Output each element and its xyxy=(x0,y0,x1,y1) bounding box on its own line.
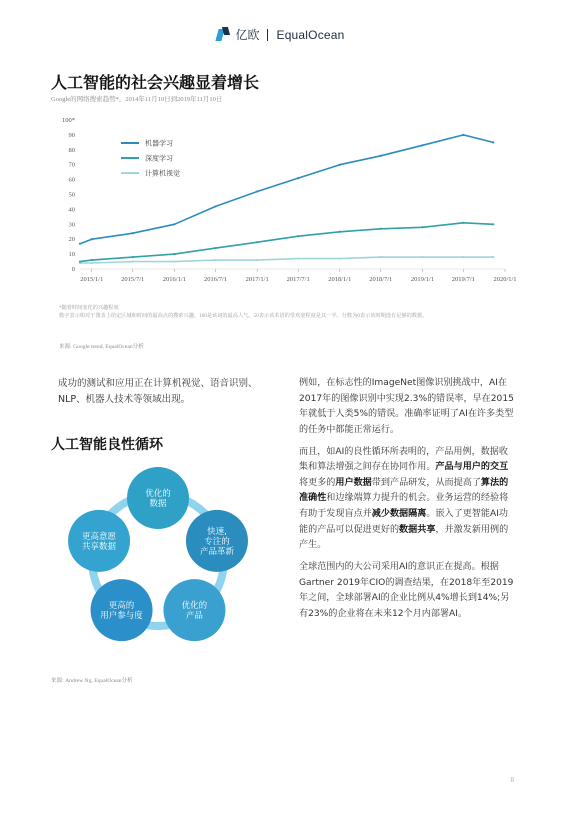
left-paragraph: 成功的测试和应用正在计算机视觉、语音识别、NLP、机器人技术等领域出现。 xyxy=(58,378,258,406)
cycle-node-label: 用户参与度 xyxy=(100,611,143,622)
cycle-diagram-svg xyxy=(40,460,275,660)
data-point xyxy=(132,260,134,262)
cycle-node-label: 专注的 xyxy=(204,536,230,547)
y-tick-label: 10 xyxy=(68,251,75,259)
logo-cn-text: 亿欧 xyxy=(235,28,260,42)
section-title-virtuous-cycle: 人工智能良性循环 xyxy=(51,437,163,453)
data-point xyxy=(297,177,299,179)
data-point xyxy=(256,259,258,261)
data-point xyxy=(462,222,464,224)
y-tick-label: 90 xyxy=(68,131,75,139)
data-point xyxy=(214,247,216,249)
data-point xyxy=(132,232,134,234)
data-point xyxy=(421,256,423,258)
data-point xyxy=(91,262,93,264)
x-tick-label: 2020/1/1 xyxy=(493,276,517,283)
data-point xyxy=(421,144,423,146)
x-tick-label: 2017/1/1 xyxy=(245,276,269,283)
data-point xyxy=(173,260,175,262)
data-point xyxy=(173,223,175,225)
section-title-ai-interest: 人工智能的社会兴趣显着增长 xyxy=(51,73,260,92)
search-trend-chart xyxy=(51,108,521,293)
data-point xyxy=(492,256,494,258)
data-point xyxy=(339,231,341,233)
x-tick-label: 2018/7/1 xyxy=(369,276,393,283)
ai-virtuous-cycle-diagram xyxy=(40,460,275,660)
chart-note-asterisk: *随着时间变化的兴趣程度 xyxy=(59,305,119,311)
data-point xyxy=(339,164,341,166)
data-point xyxy=(91,238,93,240)
chart-source: 来源: Google trend, EqualOcean分析 xyxy=(59,344,144,350)
y-tick-label: 20 xyxy=(68,236,75,244)
data-point xyxy=(297,235,299,237)
page-number: 8 xyxy=(510,776,514,784)
logo-en-text: EqualOcean xyxy=(276,27,345,42)
legend-label: 机器学习 xyxy=(145,139,173,148)
data-point xyxy=(297,257,299,259)
legend-label: 计算机视觉 xyxy=(145,169,180,178)
data-point xyxy=(380,256,382,258)
chart-note-explanation: 数字表示相对于图表上给定区域和时间的最高点的搜索兴趣。100是该词的最高人气。50表示该术语的受欢迎程度是其一半。分数为0表示该时期没有足够的数据。 xyxy=(59,313,428,320)
cycle-node-label: 更高的 xyxy=(108,601,135,612)
legend-label: 深度学习 xyxy=(145,154,173,163)
data-point xyxy=(79,260,81,262)
data-point xyxy=(214,259,216,261)
data-point xyxy=(462,256,464,258)
y-tick-label: 50 xyxy=(68,191,75,199)
y-tick-label: 80 xyxy=(68,146,75,154)
right-paragraph-2: 而且，如AI的良性循环所表明的，产品用例，数据收集和算法增强之间存在协同作用。产品与用户的交互将更多的用户数据带到产品研发，从而提高了算法的准确性和边缘端算力提升的机会。业务运营的经验将有助于发现盲点并减少数据隔离。嵌入了更智能AI功能的产品可以促进更好的数据共享，并激发新用例的产生。 xyxy=(299,446,509,551)
data-point xyxy=(339,257,341,259)
series-line xyxy=(80,257,493,263)
x-tick-label: 2016/7/1 xyxy=(203,276,228,283)
series-line xyxy=(80,135,493,244)
y-tick-label: 0 xyxy=(71,266,75,273)
cycle-node-label: 产品 xyxy=(185,611,203,622)
data-point xyxy=(79,243,81,245)
y-tick-label: 30 xyxy=(68,221,75,229)
data-point xyxy=(492,223,494,225)
x-tick-label: 2015/7/1 xyxy=(121,276,145,283)
cycle-node-label: 产品革新 xyxy=(199,546,234,557)
x-tick-label: 2016/1/1 xyxy=(162,276,186,283)
x-tick-label: 2017/7/1 xyxy=(286,276,310,283)
cycle-node-label: 数据 xyxy=(149,499,167,509)
right-column xyxy=(299,376,517,629)
x-tick-label: 2019/1/1 xyxy=(410,276,434,283)
x-tick-label: 2019/7/1 xyxy=(451,276,475,283)
data-point xyxy=(256,241,258,243)
y-tick-label: 100* xyxy=(62,117,75,124)
data-point xyxy=(492,141,494,143)
data-point xyxy=(256,190,258,192)
right-paragraph-3: 全球范围内的大公司采用AI的意识正在提高。根据Gartner 2019年CIO的调查结果，在2018年至2019年之间，全球部署AI的企业比例从4%增长到14%;另有23%的企业将在未来12个月内部署AI。 xyxy=(299,562,514,619)
cycle-node-label: 优化的 xyxy=(145,489,171,499)
chart-subtitle: Google的网络搜索趋势*，2014年11月10日到2019年11月10日 xyxy=(51,96,223,103)
data-point xyxy=(462,134,464,136)
logo-divider xyxy=(267,29,268,41)
logo-icon xyxy=(217,27,231,43)
diagram-source: 来源: Andrew Ng, EqualOcean分析 xyxy=(51,678,133,684)
chart-notes xyxy=(59,304,519,321)
data-point xyxy=(132,256,134,258)
y-tick-label: 60 xyxy=(68,176,75,184)
cycle-node-label: 优化的 xyxy=(181,601,208,612)
data-point xyxy=(173,253,175,255)
trend-chart-svg xyxy=(51,108,521,293)
y-tick-label: 70 xyxy=(68,161,75,169)
header xyxy=(0,26,562,48)
series-line xyxy=(80,223,493,262)
x-tick-label: 2018/1/1 xyxy=(328,276,352,283)
right-paragraph-1: 例如，在标志性的ImageNet图像识别挑战中，AI在2017年的图像识别中实现2.3%的错误率，早在2015年就低于人类5%的错误。准确率证明了AI在许多类型的任务中都能正常运行。 xyxy=(299,378,514,435)
x-tick-label: 2015/1/1 xyxy=(80,276,104,283)
data-point xyxy=(91,259,93,261)
cycle-node-label: 共享数据 xyxy=(82,541,117,552)
data-point xyxy=(380,155,382,157)
y-tick-label: 40 xyxy=(68,206,75,214)
equalocean-logo xyxy=(217,26,344,43)
cycle-node-label: 更高意愿 xyxy=(82,531,117,542)
cycle-node-label: 快速, xyxy=(207,526,227,537)
data-point xyxy=(421,226,423,228)
data-point xyxy=(380,228,382,230)
data-point xyxy=(214,205,216,207)
